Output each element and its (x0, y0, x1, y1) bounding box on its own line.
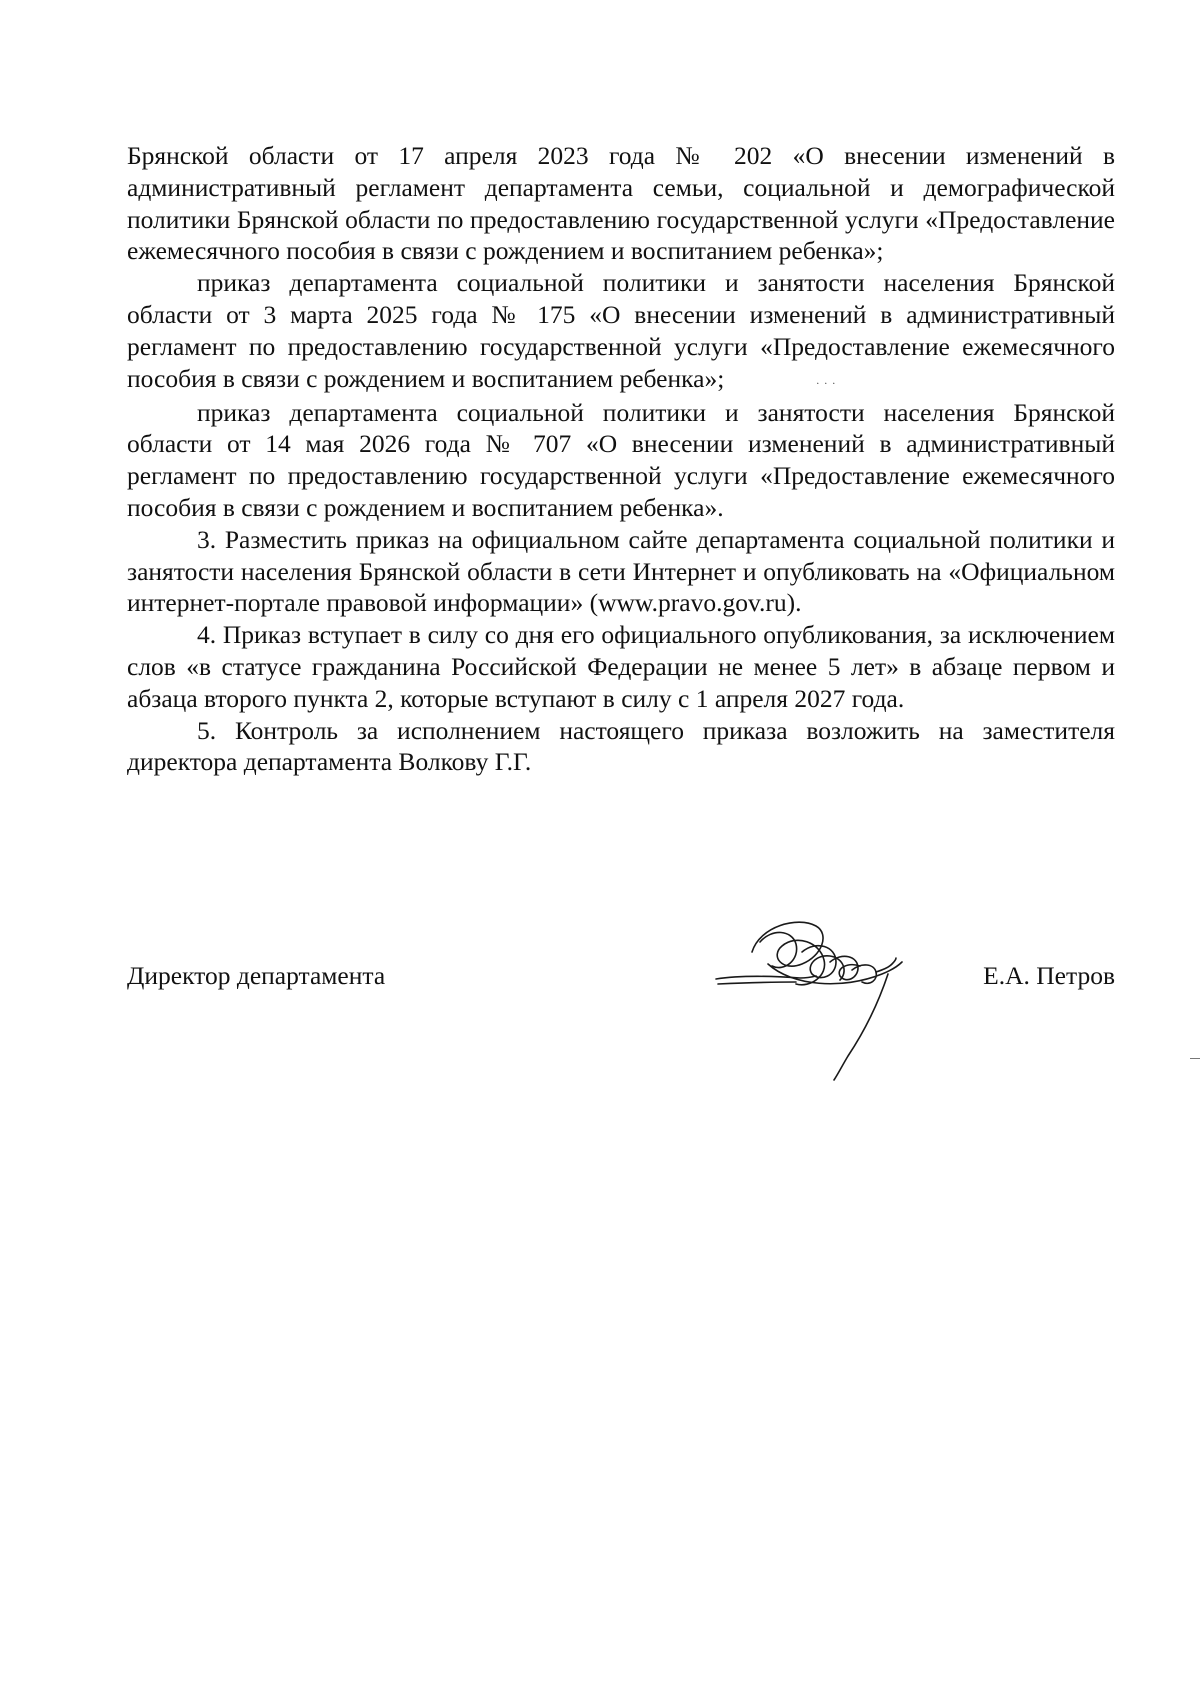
paragraph-item-3: 3. Разместить приказ на официальном сайте департамента социальной политики и занятости населения Брянской области в сети Интернет и опубликовать на «Официальном интернет-портале правовой информации» (www.pravo.gov.ru). (127, 524, 1115, 618)
signature-block (127, 960, 1115, 1000)
paragraph-item-5: 5. Контроль за исполнением настоящего приказа возложить на заместителя директора департамента Волкову Г.Г. (127, 715, 1115, 777)
paragraph-item-4: 4. Приказ вступает в силу со дня его официального опубликования, за исключением слов «в статусе гражданина Российской Федерации не менее 5 лет» в абзаце первом и абзаца второго пункта 2, которые вступают в силу с 1 апреля 2027 года. (127, 620, 1115, 713)
scan-edge-mark (1190, 1058, 1200, 1059)
handwritten-signature (712, 912, 922, 1082)
paragraph-order-2026: приказ департамента социальной политики и занятости населения Брянской области от 14 мая 2026 года № 707 «О внесении изменений в административный регламент по предоставлению государственной услуги «Предоставление ежемесячного пособия в связи с рождением и воспитанием ребенка». (127, 397, 1115, 522)
paragraph-order-2025-text: приказ департамента социальной политики и занятости населения Брянской области от 3 марта 2025 года № 175 «О внесении изменений в административный регламент по предоставлению государственной услуги «Предоставление ежемесячного пособия в связи с рождением и воспитанием ребенка»; (127, 268, 1115, 393)
document-body (127, 140, 1115, 778)
paragraph-order-2025 (127, 267, 1115, 396)
scan-artifact-mark: . . . (816, 372, 837, 387)
signatory-position: Директор департамента (127, 961, 386, 990)
signatory-name: Е.А. Петров (983, 961, 1115, 990)
paragraph-continuation: Брянской области от 17 апреля 2023 года № 202 «О внесении изменений в административный регламент департамента семьи, социальной и демографической политики Брянской области по предоставлению государственной услуги «Предоставление ежемесячного пособия в связи с рождением и воспитанием ребенка»; (127, 141, 1115, 266)
